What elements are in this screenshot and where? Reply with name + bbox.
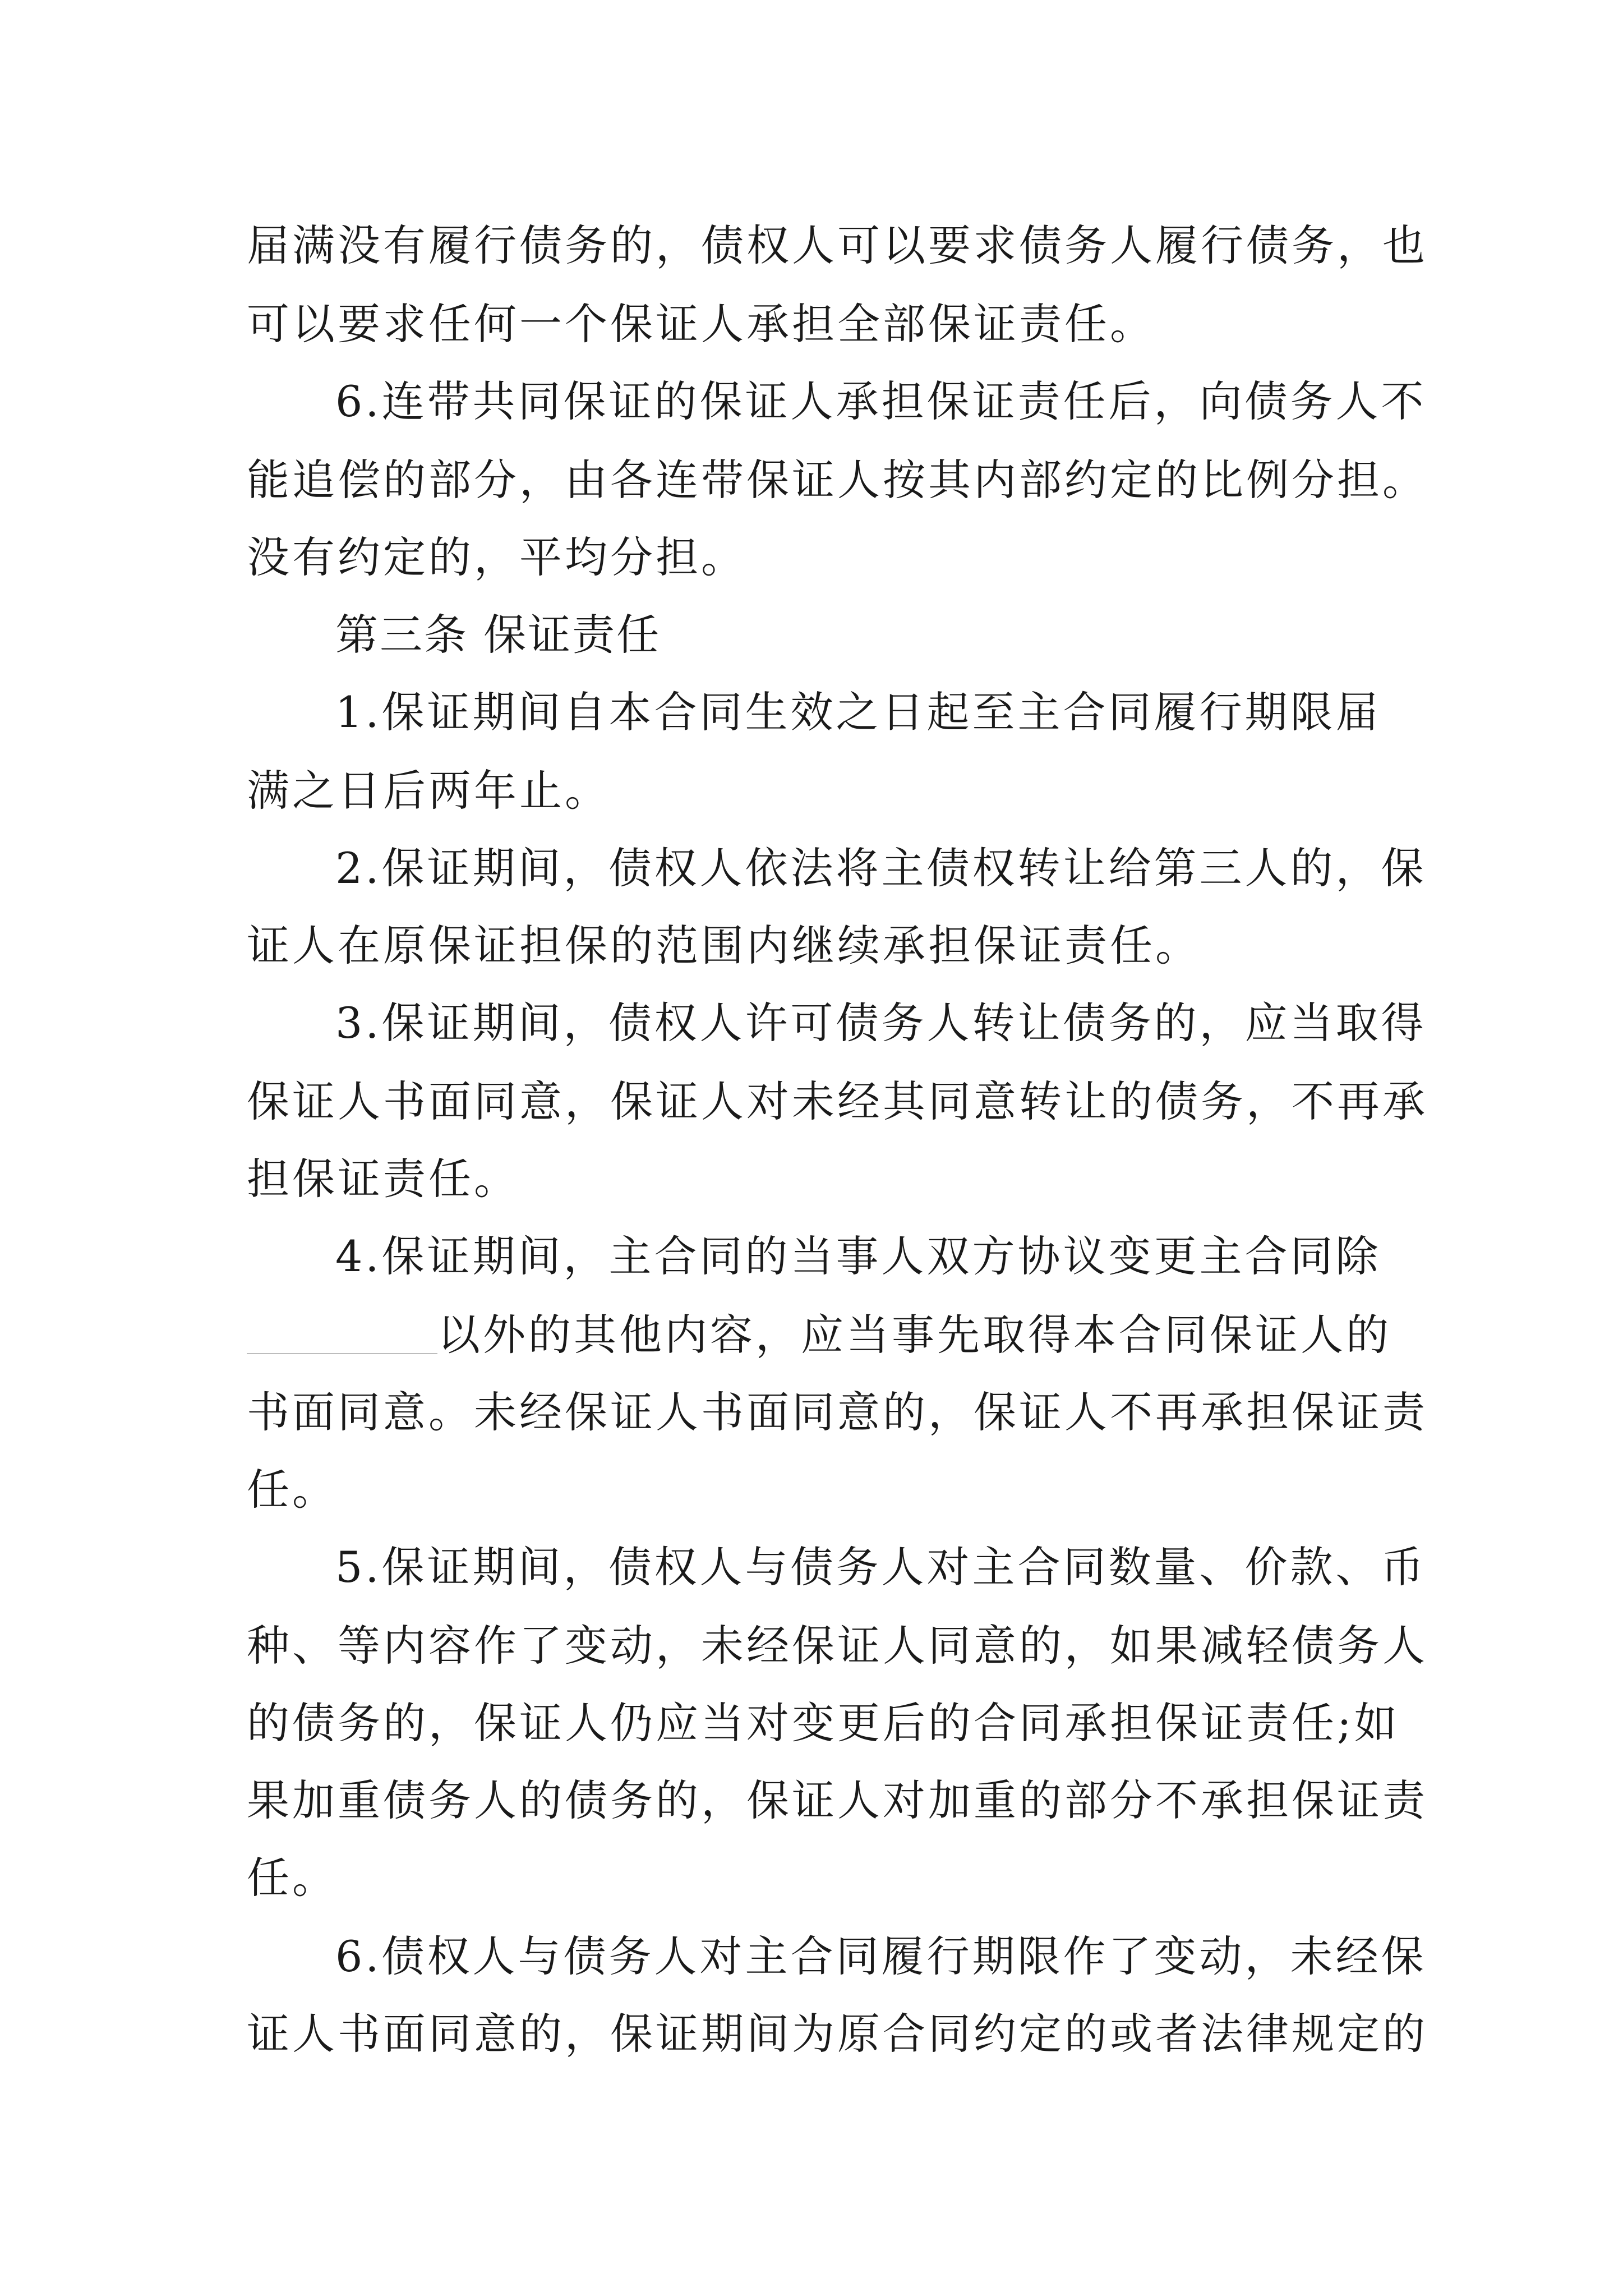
paragraph-line: 的债务的，保证人仍应当对变更后的合同承担保证责任;如 [247,1698,1400,1748]
clause-3-3-line: 3.保证期间，债权人许可债务人转让债务的，应当取得 [335,998,1427,1048]
paragraph-line-with-blank [247,1296,1391,1374]
section-heading-article-3: 第三条 保证责任 [335,610,661,660]
paragraph-line: 任。 [247,1853,338,1903]
paragraph-line: 书面同意。未经保证人书面同意的，保证人不再承担保证责 [247,1387,1428,1437]
paragraph-line: 没有约定的，平均分担。 [247,532,746,582]
clause-3-2-line: 2.保证期间，债权人依法将主债权转让给第三人的，保 [335,843,1427,893]
paragraph-line: 种、等内容作了变动，未经保证人同意的，如果减轻债务人 [247,1621,1428,1671]
paragraph-line: 证人在原保证担保的范围内继续承担保证责任。 [247,921,1201,970]
paragraph-line: 保证人书面同意，保证人对未经其同意转让的债务，不再承 [247,1076,1428,1126]
clause-3-5-line: 5.保证期间，债权人与债务人对主合同数量、价款、币 [335,1542,1427,1592]
paragraph-line: 果加重债务人的债务的，保证人对加重的部分不承担保证责 [247,1775,1428,1825]
paragraph-line: 满之日后两年止。 [247,766,610,816]
paragraph-text: 以外的其他内容，应当事先取得本合同保证人的 [437,1310,1391,1360]
paragraph-line: 任。 [247,1465,338,1515]
clause-2-6-line: 6.连带共同保证的保证人承担保证责任后，向债务人不 [335,376,1427,426]
clause-3-1-line: 1.保证期间自本合同生效之日起至主合同履行期限届 [335,687,1381,737]
fill-in-blank [247,1310,437,1354]
paragraph-line: 担保证责任。 [247,1154,519,1204]
paragraph-line: 届满没有履行债务的，债权人可以要求债务人履行债务，也 [247,220,1428,270]
paragraph-line: 能追偿的部分，由各连带保证人按其内部约定的比例分担。 [247,455,1428,505]
paragraph-line: 可以要求任何一个保证人承担全部保证责任。 [247,299,1155,349]
clause-3-4-line: 4.保证期间，主合同的当事人双方协议变更主合同除 [335,1231,1381,1281]
clause-3-6-line: 6.债权人与债务人对主合同履行期限作了变动，未经保 [335,1931,1427,1981]
paragraph-line: 证人书面同意的，保证期间为原合同约定的或者法律规定的 [247,2009,1428,2059]
